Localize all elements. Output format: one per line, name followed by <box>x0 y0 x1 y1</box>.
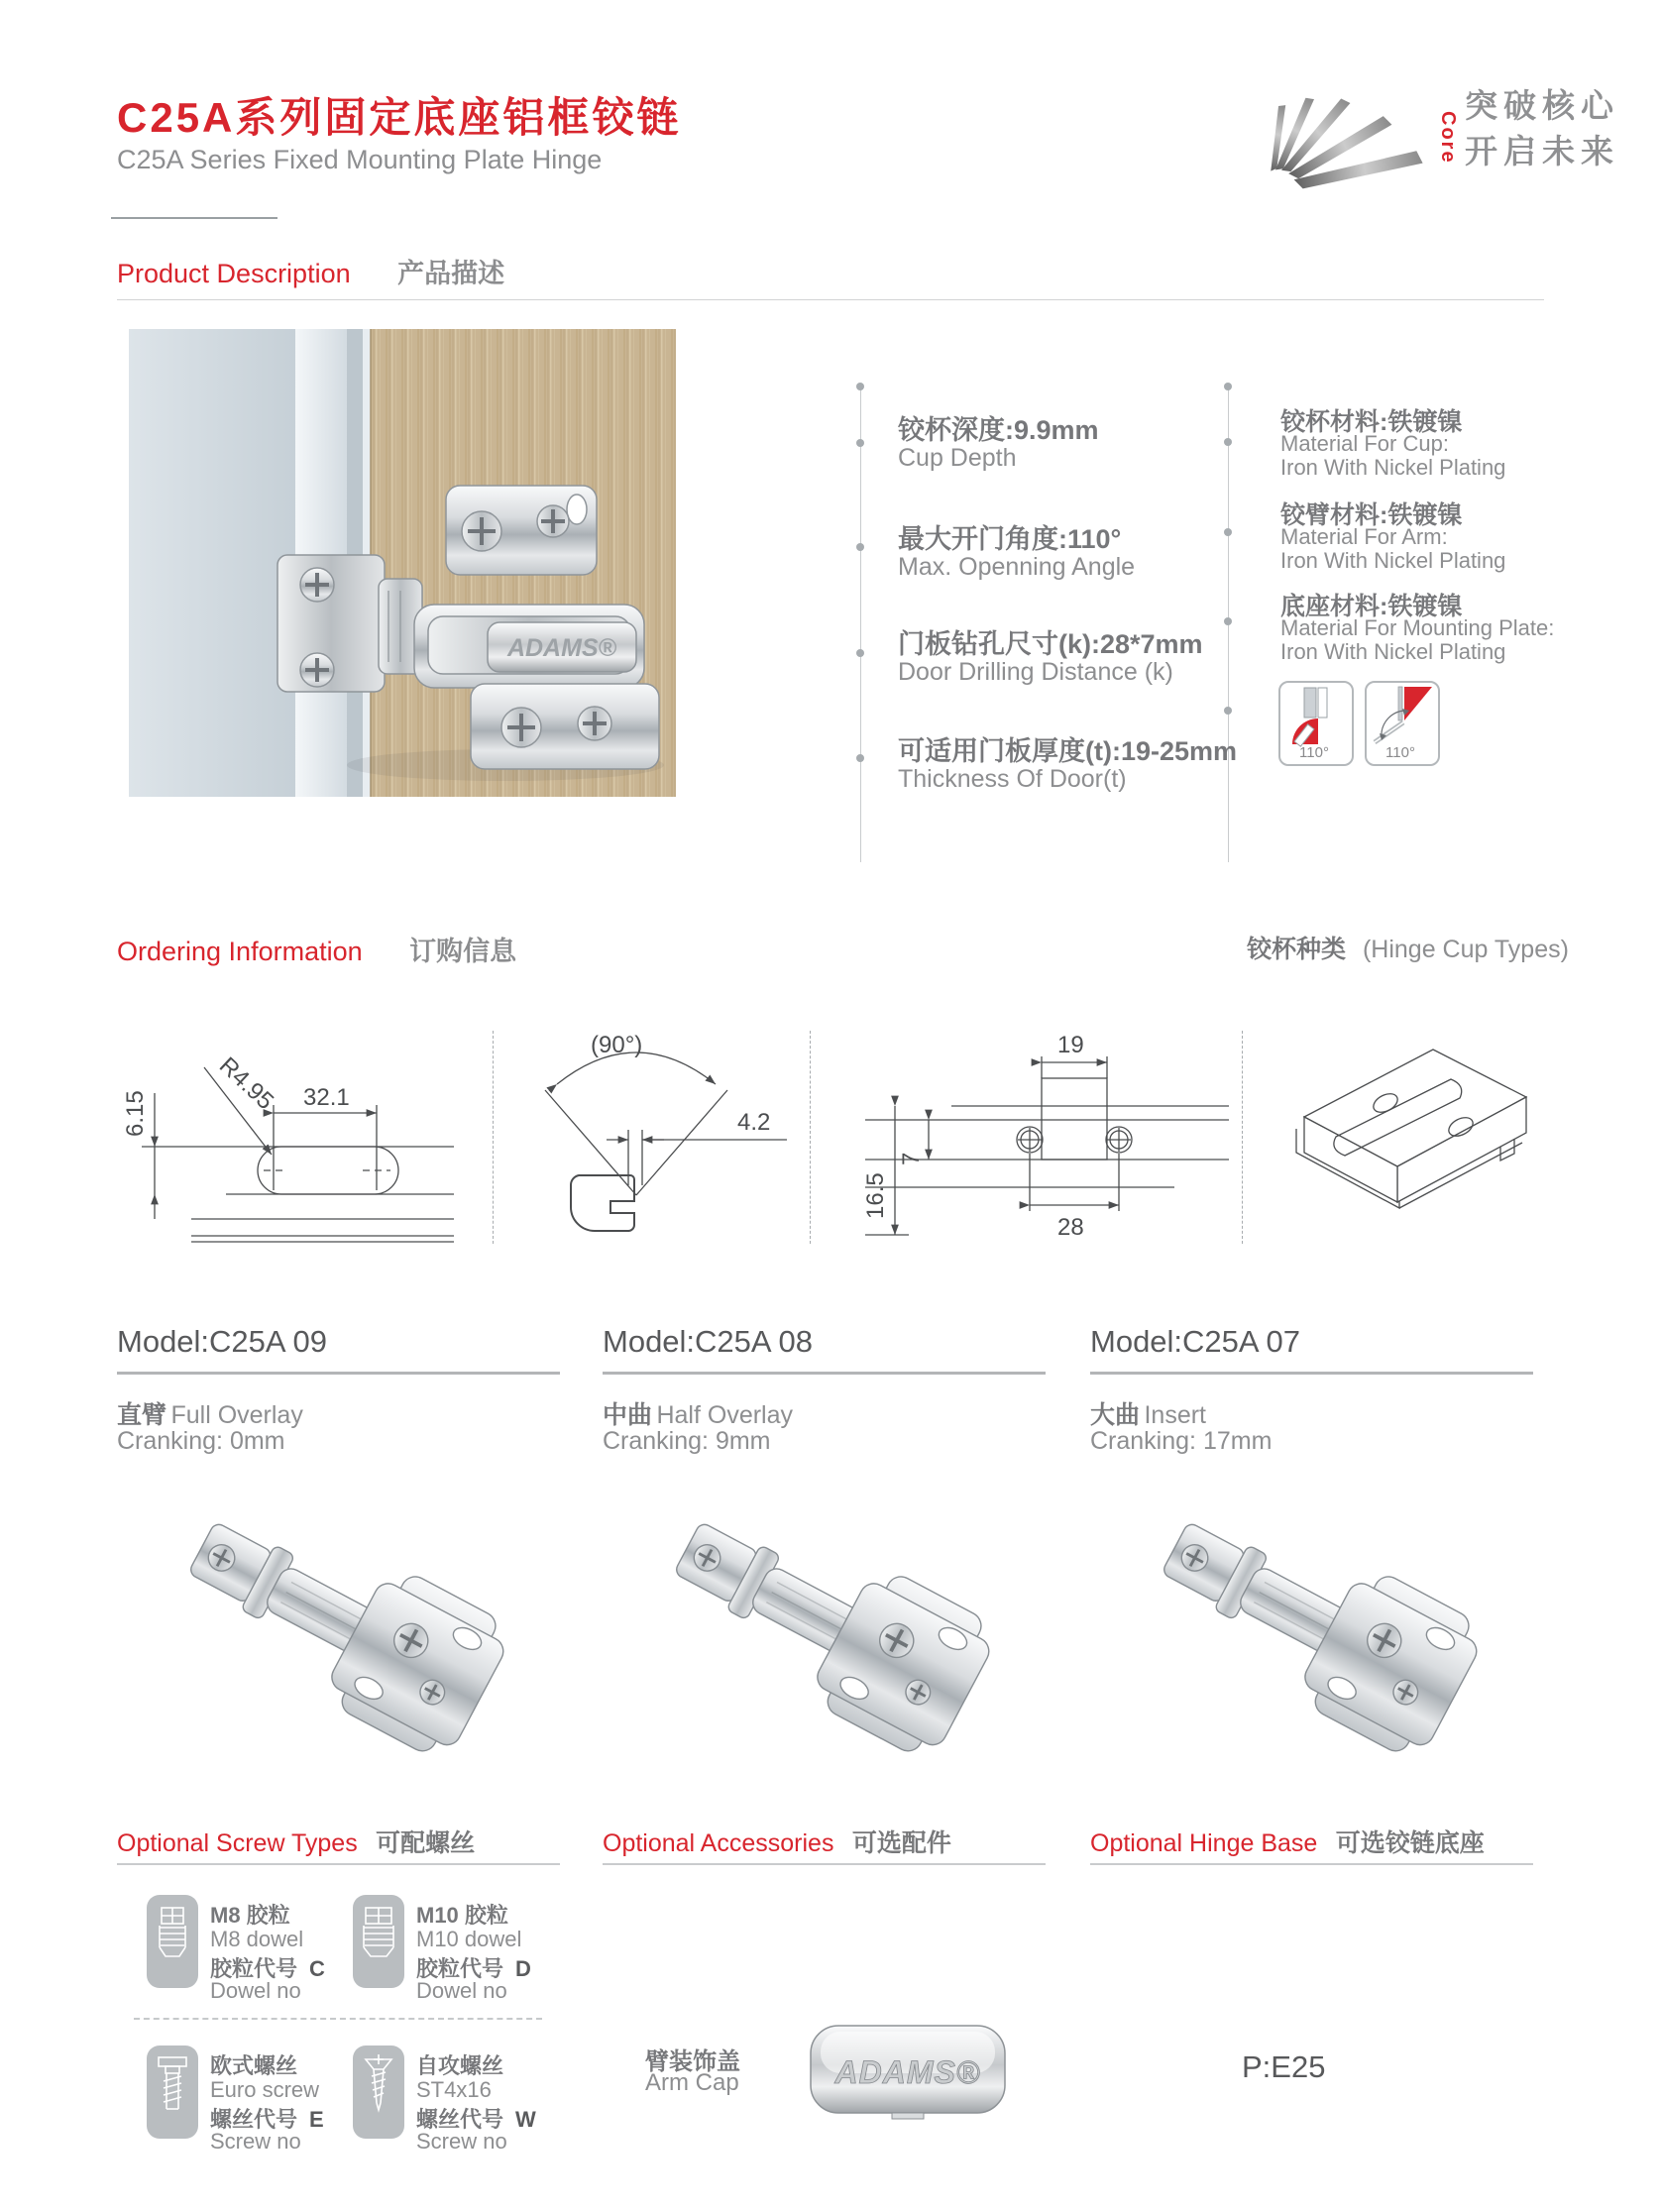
arm-cap-image <box>807 2020 1009 2123</box>
material-plate-label: Material For Mounting Plate: <box>1280 615 1555 640</box>
model-type-1 <box>117 1395 303 1431</box>
m10-dowel-icon <box>353 1895 404 1988</box>
dim-plate-bottom: 28 <box>1057 1214 1084 1241</box>
hinge-cup-types-cn: 铰杯种类 <box>1247 936 1347 963</box>
spec-drilling-cn: 门板钻孔尺寸(k):28*7mm <box>898 629 1203 659</box>
material-cup-cn: 铰杯材料:铁镀镍 <box>1280 408 1463 436</box>
section-optional-hinge-base <box>1090 1824 1485 1859</box>
opening-angle-label: 110° <box>1299 744 1329 760</box>
spec-drilling-en: Door Drilling Distance (k) <box>898 658 1173 686</box>
section-ordering-information-en: Ordering Information <box>117 937 363 966</box>
material-arm-value: Iron With Nickel Plating <box>1280 548 1506 573</box>
section-ordering-information-cn: 订购信息 <box>409 937 517 966</box>
guide-dot <box>856 754 864 762</box>
opening-angle-label: 110° <box>1385 744 1415 760</box>
spec-max-angle-en: Max. Openning Angle <box>898 553 1136 581</box>
logo-slogan <box>1465 83 1619 174</box>
euro-screw-code: 螺丝代号 E <box>210 2107 324 2132</box>
page-subtitle: C25A Series Fixed Mounting Plate Hinge <box>117 145 603 174</box>
drawing-divider <box>1242 1031 1243 1244</box>
self-tapping-title-cn: 自攻螺丝 <box>416 2053 504 2078</box>
guide-dot <box>856 649 864 657</box>
self-tapping-code-en: Screw no <box>416 2129 507 2154</box>
m8-dowel-code-en: Dowel no <box>210 1978 301 2003</box>
optional-hinge-base-en: Optional Hinge Base <box>1090 1829 1318 1857</box>
guide-dot <box>1224 383 1232 390</box>
self-tapping-screw-icon <box>353 2046 404 2139</box>
model-type-2 <box>603 1395 793 1431</box>
spec-guide-line-left <box>860 385 861 862</box>
bottom-rule <box>1090 1863 1533 1865</box>
model-type-cn: 直臂 <box>117 1401 167 1429</box>
model-type-en: Insert <box>1144 1401 1206 1429</box>
guide-dot <box>856 383 864 390</box>
material-plate-cn: 底座材料:铁镀镍 <box>1280 593 1463 620</box>
drawing-divider <box>810 1031 811 1244</box>
model-type-cn: 大曲 <box>1090 1401 1141 1429</box>
drawing-slot <box>107 1006 482 1271</box>
m8-dowel-title-cn: M8 胶粒 <box>210 1903 290 1928</box>
m8-dowel-title-en: M8 dowel <box>210 1927 304 1951</box>
material-arm-cn: 铰臂材料:铁镀镍 <box>1280 501 1463 529</box>
m10-dowel-code-en: Dowel no <box>416 1978 507 2003</box>
m8-dowel-icon <box>147 1895 198 1988</box>
model-type-cn: 中曲 <box>603 1401 653 1429</box>
guide-dot <box>856 543 864 551</box>
dim-slot-width: 32.1 <box>303 1084 350 1111</box>
optional-screw-types-en: Optional Screw Types <box>117 1829 358 1857</box>
m10-dowel-title-en: M10 dowel <box>416 1927 522 1951</box>
euro-screw-icon <box>147 2046 198 2139</box>
arm-cap-brand: ADAMS® <box>834 2054 981 2090</box>
spec-thickness-en: Thickness Of Door(t) <box>898 765 1127 793</box>
dim-plate-left-outer: 16.5 <box>862 1172 889 1219</box>
model-cranking-1: Cranking: 0mm <box>117 1427 285 1455</box>
model-rule <box>117 1372 560 1375</box>
optional-hinge-base-cn: 可选铰链底座 <box>1335 1829 1485 1857</box>
drawing-isometric-rail <box>1267 1006 1559 1271</box>
optional-screw-types-cn: 可配螺丝 <box>376 1829 476 1857</box>
spec-thickness-cn: 可适用门板厚度(t):19-25mm <box>898 736 1238 766</box>
guide-dot <box>1224 528 1232 536</box>
model-type-3 <box>1090 1395 1206 1431</box>
guide-dot <box>1224 707 1232 715</box>
hinge-base-code: P:E25 <box>1242 2049 1326 2084</box>
arm-cap-label-cn: 臂装饰盖 <box>645 2048 740 2075</box>
spec-cup-depth-en: Cup Depth <box>898 444 1017 472</box>
dim-slot-height: 6.15 <box>122 1090 149 1137</box>
hinge-cup-types-label <box>1247 930 1569 965</box>
section-product-description <box>117 252 504 290</box>
guide-dot <box>1224 617 1232 625</box>
spec-max-angle-cn: 最大开门角度:110° <box>898 524 1122 554</box>
fan-logo-icon <box>1251 65 1449 192</box>
hinge-cup-types-en: (Hinge Cup Types) <box>1362 936 1569 963</box>
spec-cup-depth-cn: 铰杯深度:9.9mm <box>898 415 1099 445</box>
optional-accessories-cn: 可选配件 <box>851 1829 951 1857</box>
section-rule <box>117 299 1544 300</box>
self-tapping-code: 螺丝代号 W <box>416 2107 536 2132</box>
product-photo <box>129 329 676 802</box>
euro-screw-title-en: Euro screw <box>210 2077 320 2102</box>
material-arm-label: Material For Arm: <box>1280 524 1448 549</box>
drawing-divider <box>493 1031 494 1244</box>
drawing-profile <box>517 1009 800 1270</box>
euro-screw-title-cn: 欧式螺丝 <box>210 2053 298 2078</box>
model-cranking-3: Cranking: 17mm <box>1090 1427 1273 1455</box>
dim-profile-offset: 4.2 <box>737 1109 771 1136</box>
bottom-rule <box>603 1863 1046 1865</box>
self-tapping-title-en: ST4x16 <box>416 2077 492 2102</box>
model-name-3: Model:C25A 07 <box>1090 1324 1300 1359</box>
model-hinge-image-3 <box>1132 1482 1489 1791</box>
dim-slot-radius: R4.95 <box>213 1051 279 1116</box>
logo-core-label: Core <box>1437 111 1459 165</box>
model-name-2: Model:C25A 08 <box>603 1324 813 1359</box>
m10-dowel-title-cn: M10 胶粒 <box>416 1903 508 1928</box>
logo-slogan-line1: 突破核心 <box>1465 87 1619 124</box>
section-optional-accessories <box>603 1824 951 1859</box>
section-product-description-en: Product Description <box>117 259 351 288</box>
model-hinge-image-2 <box>644 1482 1001 1791</box>
brand-logo <box>1251 65 1449 192</box>
guide-dot <box>1224 438 1232 446</box>
material-cup-value: Iron With Nickel Plating <box>1280 455 1506 480</box>
euro-screw-code-en: Screw no <box>210 2129 301 2154</box>
model-name-1: Model:C25A 09 <box>117 1324 327 1359</box>
section-product-description-cn: 产品描述 <box>397 259 505 288</box>
section-optional-screw-types <box>117 1824 475 1859</box>
logo-slogan-line2: 开启未来 <box>1465 133 1619 169</box>
model-cranking-2: Cranking: 9mm <box>603 1427 771 1455</box>
model-type-en: Full Overlay <box>170 1401 303 1429</box>
dim-plate-top: 19 <box>1057 1032 1084 1058</box>
optional-accessories-en: Optional Accessories <box>603 1829 834 1857</box>
m10-dowel-code: 胶粒代号 D <box>416 1956 531 1981</box>
guide-dot <box>856 439 864 447</box>
dim-plate-left-inner: 7 <box>898 1152 925 1165</box>
section-ordering-information <box>117 930 516 968</box>
model-rule <box>603 1372 1046 1375</box>
page-title: C25A系列固定底座铝框铰链 <box>117 94 682 141</box>
model-rule <box>1090 1372 1533 1375</box>
model-type-en: Half Overlay <box>656 1401 794 1429</box>
hinge-photo-image <box>129 329 676 797</box>
material-plate-value: Iron With Nickel Plating <box>1280 639 1506 664</box>
arm-brand-label: ADAMS® <box>506 634 617 662</box>
dim-profile-angle: (90°) <box>591 1032 643 1058</box>
screw-divider <box>134 2018 542 2020</box>
drawing-plate <box>837 999 1239 1276</box>
opening-angle-icon-open <box>1365 681 1440 766</box>
bottom-rule <box>117 1863 560 1865</box>
m8-dowel-code: 胶粒代号 C <box>210 1956 325 1981</box>
arm-cap-label-en: Arm Cap <box>645 2069 739 2096</box>
opening-angle-icon-overlay <box>1278 681 1354 766</box>
model-hinge-image-1 <box>159 1482 515 1791</box>
title-underline <box>111 217 277 219</box>
material-cup-label: Material For Cup: <box>1280 431 1449 456</box>
